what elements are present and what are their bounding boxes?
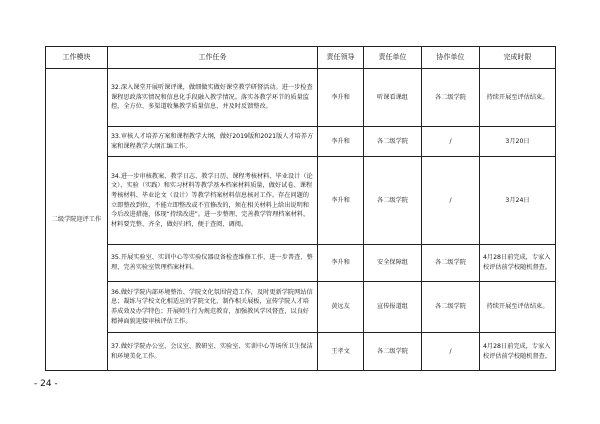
coop-cell: 各二级学院: [422, 69, 480, 127]
header-task: 工作任务: [108, 47, 318, 69]
page-number: - 24 -: [34, 379, 58, 389]
header-module: 工作模块: [46, 47, 108, 69]
coop-cell: /: [422, 127, 480, 157]
coop-cell: 各二级学院: [422, 245, 480, 282]
task-cell: 37.做好学院办公室、会议室、教研室、实验室、实训中心等场所卫生保洁和环境美化工作。: [108, 333, 318, 371]
unit-cell: 各二级学院: [364, 127, 422, 157]
coop-cell: /: [422, 333, 480, 371]
deadline-cell: 4月28日前完成，专家入校评估前学校随机督查。: [480, 333, 556, 371]
leader-cell: 王孝文: [318, 333, 364, 371]
leader-cell: 李升和: [318, 69, 364, 127]
task-cell: 34.进一步审核教案、教学日志、教学日历、课程考核材料、毕业设计（论文）、实验（实践）和实习材料等教学基本档案材料质量，做好试卷、课程考核材料、毕业论文（设计）等教学档案材料信息核对工作。存在问题的立即整改到位，不能立即整改或不宜修改的，须在相关材料上给出说明和今后改进措施，体现“持续改进”。进一步整理、完善教学管理档案材料，材料要完整、齐全，做好归档，便于查阅、调阅。: [108, 157, 318, 245]
work-task-table: [45, 46, 556, 371]
deadline-cell: 3月20日: [480, 127, 556, 157]
table-row: [46, 69, 556, 127]
unit-cell: 安全保障组: [364, 245, 422, 282]
unit-cell: 宣传报道组: [364, 282, 422, 333]
module-cell: 二级学院迎评工作: [46, 69, 108, 371]
unit-cell: 各二级学院: [364, 157, 422, 245]
table-row: [46, 333, 556, 371]
unit-cell: 各二级学院: [364, 333, 422, 371]
task-cell: 33.审核人才培养方案和课程教学大纲，做好2019版和2021版人才培养方案和课程教学大纲汇编工作。: [108, 127, 318, 157]
header-deadline: 完成时限: [480, 47, 556, 69]
table-row: [46, 127, 556, 157]
header-unit: 责任单位: [364, 47, 422, 69]
table-header-row: [46, 47, 556, 69]
header-leader: 责任领导: [318, 47, 364, 69]
deadline-cell: 3月24日: [480, 157, 556, 245]
task-cell: 32.深入课堂开展听课评课，做细做实做好课堂教学研督活动。进一步检查课程思政落实情况和信息化手段融入教学情况。落实各教学环节的质量监控，全方位、多渠道收集教学质量信息，并及时反馈整改。: [108, 69, 318, 127]
table-row: [46, 157, 556, 245]
task-cell: 35.开展实验室、实训中心等实验仪器设备检查维修工作，进一步普查、整理、完善实验室管理档案材料。: [108, 245, 318, 282]
header-coop: 协作单位: [422, 47, 480, 69]
coop-cell: /: [422, 157, 480, 245]
table-row: [46, 282, 556, 333]
unit-cell: 听课看课组: [364, 69, 422, 127]
leader-cell: 李升和: [318, 157, 364, 245]
task-cell: 36.做好学院内部环境整治、学院文化氛围营造工作，及时更新学院网站信息；凝练与学校文化相适应的学院文化，制作相关展板，宣传学院人才培养成效及办学特色；开展师生行为规范教育，加强教风学风督查，以良好精神面貌迎接审核评估工作。: [108, 282, 318, 333]
coop-cell: 各二级学院: [422, 282, 480, 333]
leader-cell: 黄远友: [318, 282, 364, 333]
deadline-cell: 持续开展至评估结束。: [480, 282, 556, 333]
deadline-cell: 4月28日前完成，专家入校评估前学校随机督查。: [480, 245, 556, 282]
leader-cell: 李升和: [318, 245, 364, 282]
deadline-cell: 持续开展至评估结束。: [480, 69, 556, 127]
leader-cell: 李升和: [318, 127, 364, 157]
table-row: [46, 245, 556, 282]
